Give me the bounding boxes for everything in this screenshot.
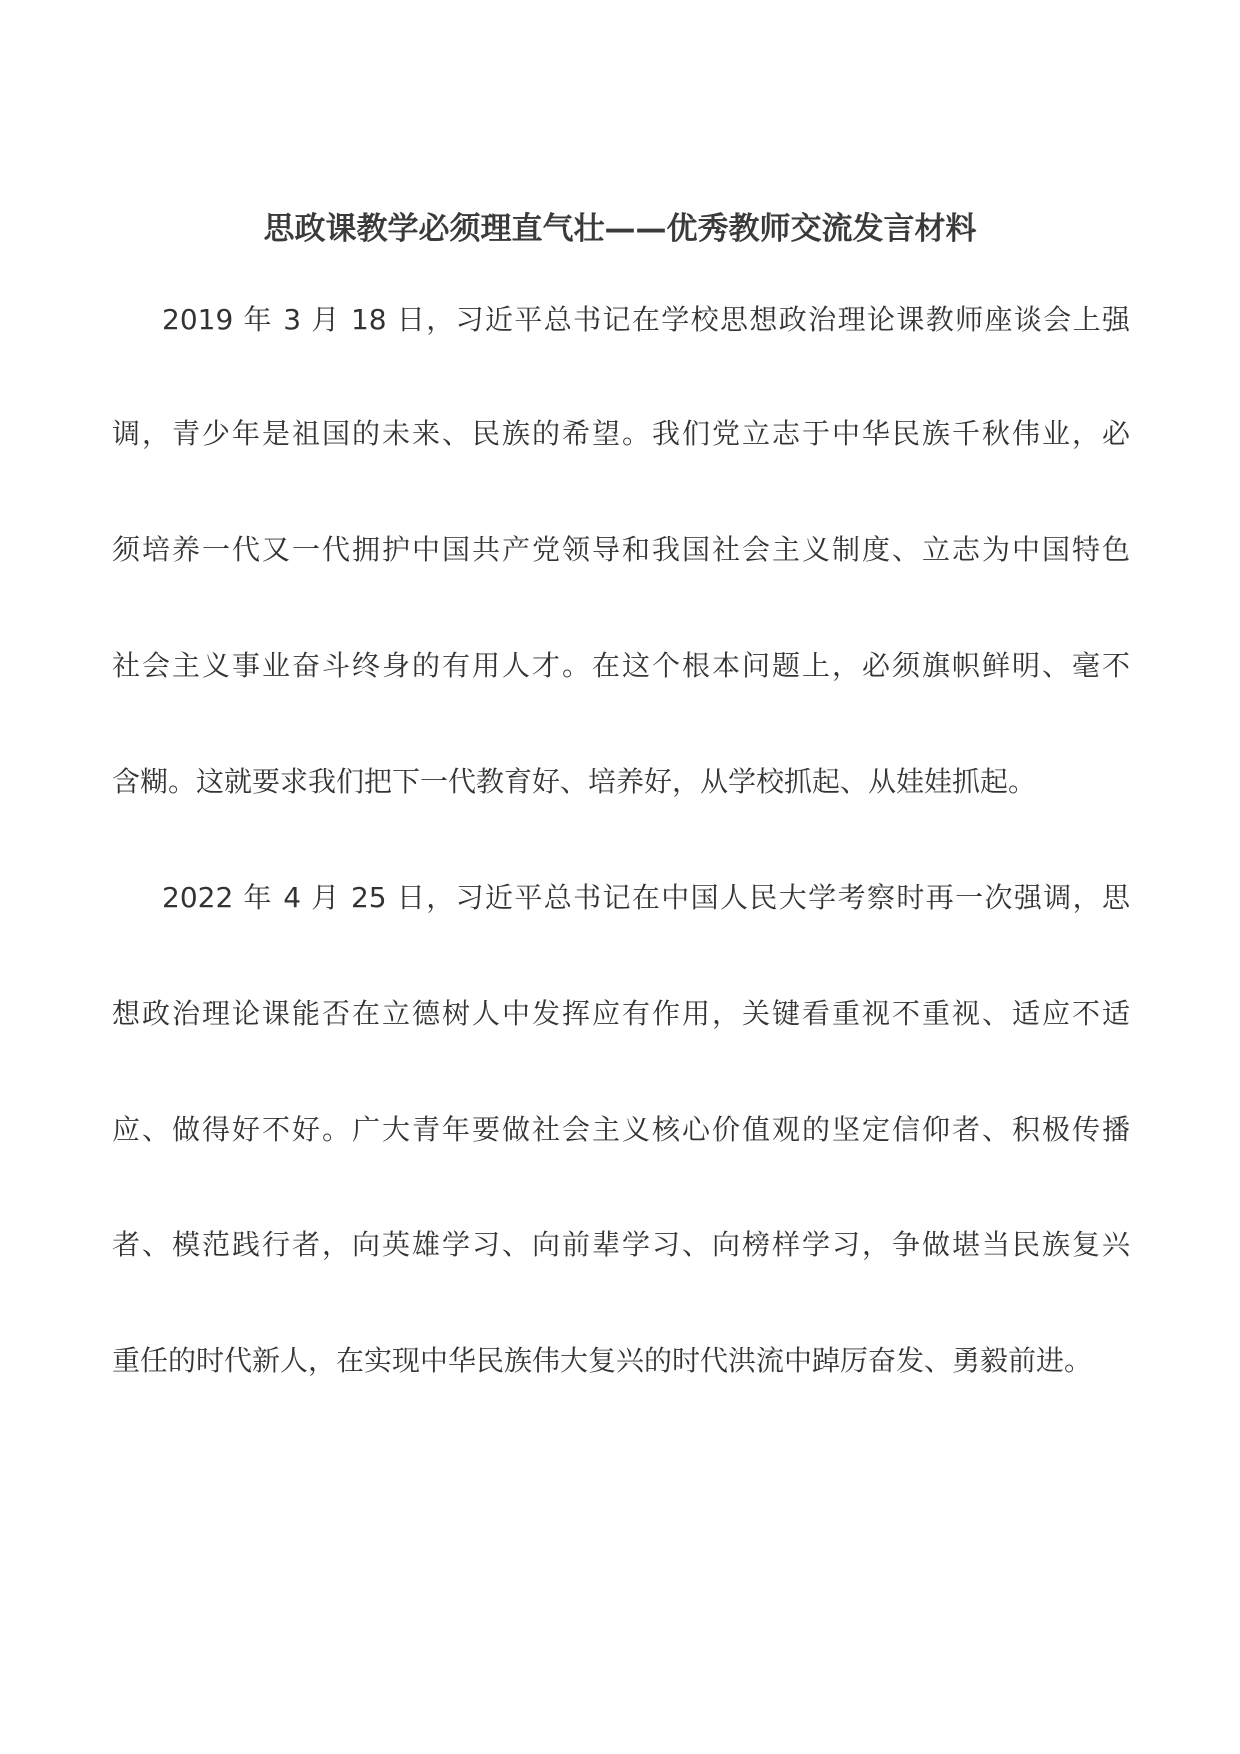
paragraph-2-line-1: 2022 年 4 月 25 日，习近平总书记在中国人民大学考察时再一次强调，思 bbox=[162, 881, 1130, 914]
paragraph-1-line-1: 2019 年 3 月 18 日，习近平总书记在学校思想政治理论课教师座谈会上强 bbox=[162, 303, 1130, 336]
document-title: 思政课教学必须理直气壮——优秀教师交流发言材料 bbox=[263, 211, 977, 247]
paragraph-2-line-3: 应、做得好不好。广大青年要做社会主义核心价值观的坚定信仰者、积极传播 bbox=[112, 1113, 1130, 1146]
paragraph-2-line-5: 重任的时代新人，在实现中华民族伟大复兴的时代洪流中踔厉奋发、勇毅前进。 bbox=[112, 1344, 1093, 1377]
paragraph-1-line-3: 须培养一代又一代拥护中国共产党领导和我国社会主义制度、立志为中国特色 bbox=[112, 533, 1130, 566]
paragraph-1-line-4: 社会主义事业奋斗终身的有用人才。在这个根本问题上，必须旗帜鲜明、毫不 bbox=[112, 649, 1130, 682]
paragraph-1-line-5: 含糊。这就要求我们把下一代教育好、培养好，从学校抓起、从娃娃抓起。 bbox=[112, 765, 1037, 798]
paragraph-1-line-2: 调，青少年是祖国的未来、民族的希望。我们党立志于中华民族千秋伟业，必 bbox=[112, 417, 1130, 450]
paragraph-2-line-2: 想政治理论课能否在立德树人中发挥应有作用，关键看重视不重视、适应不适 bbox=[112, 997, 1130, 1030]
paragraph-2-line-4: 者、模范践行者，向英雄学习、向前辈学习、向榜样学习，争做堪当民族复兴 bbox=[112, 1228, 1130, 1261]
